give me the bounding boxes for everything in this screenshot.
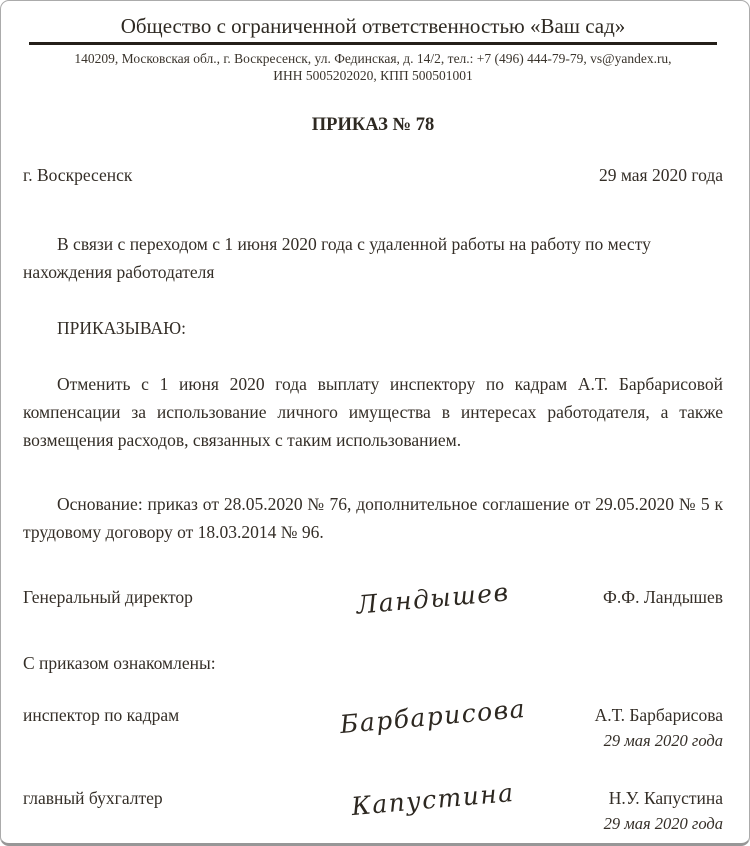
hr-inspector-signature-row [23, 693, 723, 751]
company-name: Общество с ограниченной ответственностью «Ваш сад» [120, 14, 626, 38]
order-date: 29 мая 2020 года [598, 165, 723, 185]
hr-inspector-sign-date: 29 мая 2020 года [603, 731, 723, 750]
order-city: г. Воскресенск [23, 165, 133, 185]
company-address-line-2: ИНН 5005202020, КПП 500501001 [273, 68, 473, 83]
acknowledged-heading: С приказом ознакомлены: [23, 653, 216, 673]
chief-accountant-signature-row [23, 777, 723, 834]
hr-inspector-name: А.Т. Барбарисова [594, 705, 723, 725]
company-address-line-1: 140209, Московская обл., г. Воскресенск, ул. Фединская, д. 14/2, тел.: +7 (496) 444-79-79, vs@yandex.ru, [74, 51, 672, 66]
director-job-title: Генеральный директор [23, 587, 193, 607]
letterhead-divider [29, 42, 717, 45]
chief-accountant-handwritten-signature: Капустина [350, 777, 516, 822]
hr-inspector-handwritten-signature: Барбарисова [338, 693, 528, 740]
chief-accountant-name: Н.У. Капустина [608, 788, 723, 808]
director-signature-row [23, 577, 723, 620]
basis-paragraph: Основание: приказ от 28.05.2020 № 76, дополнительное соглашение от 29.05.2020 № 5 к трудовому договору от 18.03.2014 № 96. [23, 494, 723, 542]
place-and-date-row [23, 164, 723, 186]
director-name: Ф.Ф. Ландышев [603, 587, 723, 607]
preamble-paragraph: В связи с переходом с 1 июня 2020 года с удаленной работы на работу по месту нахождения работодателя [23, 234, 651, 282]
order-body-paragraph: Отменить с 1 июня 2020 года выплату инспектору по кадрам А.Т. Барбарисовой компенсации за использование личного имущества в интересах работодателя, а также возмещения расходов, связанных с таким использованием. [23, 374, 723, 450]
chief-accountant-job-title: главный бухгалтер [23, 788, 163, 808]
director-handwritten-signature: Ландышев [355, 577, 511, 620]
directive-word: ПРИКАЗЫВАЮ: [57, 318, 186, 338]
hr-inspector-job-title: инспектор по кадрам [23, 705, 180, 725]
order-title: ПРИКАЗ № 78 [311, 115, 435, 135]
chief-accountant-sign-date: 29 мая 2020 года [603, 814, 723, 833]
